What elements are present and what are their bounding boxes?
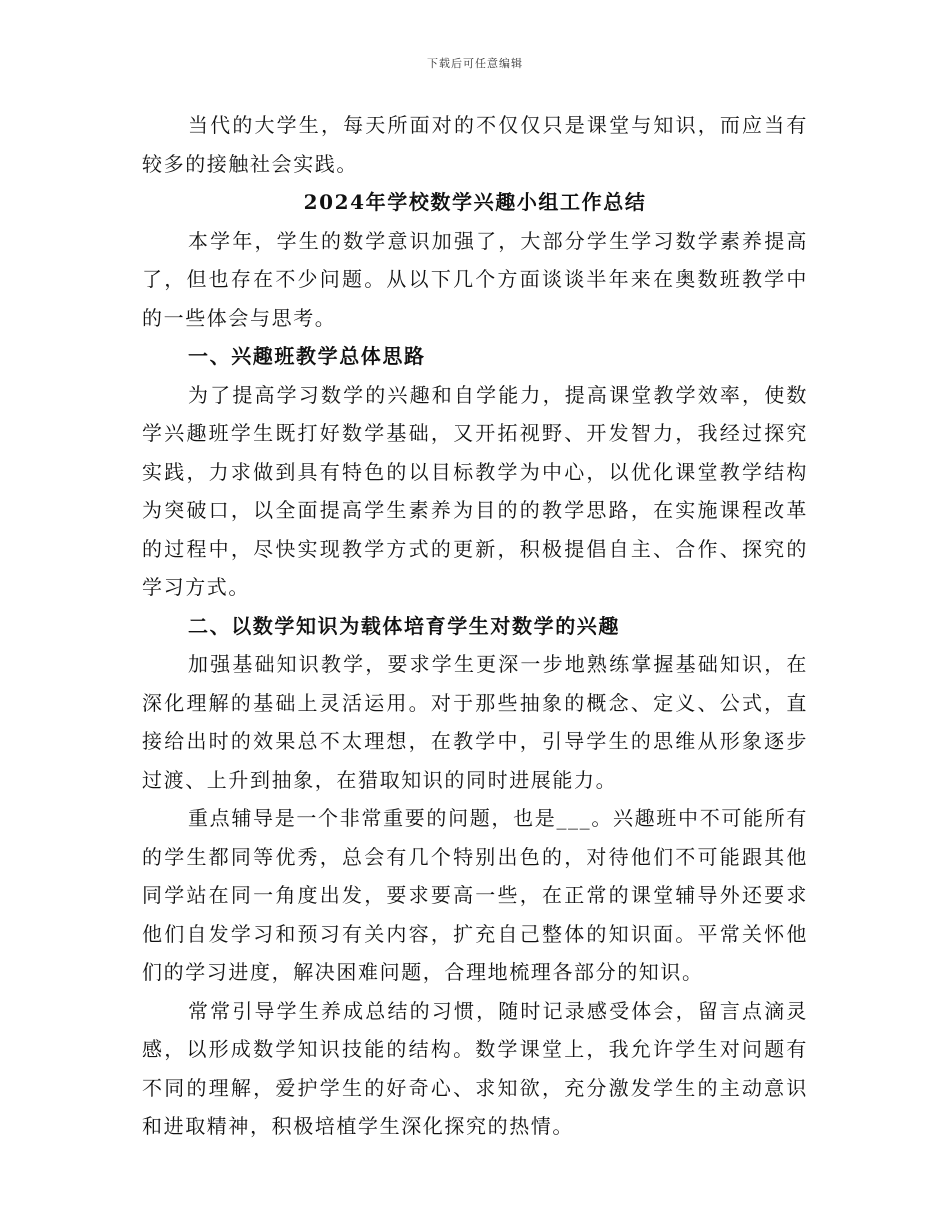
section-2-paragraph-3: 常常引导学生养成总结的习惯，随时记录感受体会，留言点滴灵感，以形成数学知识技能的结构。数学课堂上，我允许学生对问题有不同的理解，爱护学生的好奇心、求知欲，充分激发学生的主动意识和进取精神，积极培植学生深化探究的热情。	[142, 998, 808, 1138]
page-header: 下载后可任意编辑	[427, 57, 523, 70]
section-1-paragraph: 为了提高学习数学的兴趣和自学能力，提高课堂教学效率，使数学兴趣班学生既打好数学基础，又开拓视野、开发智力，我经过探究实践，力求做到具有特色的以目标教学为中心，以优化课堂教学结构为突破口，以全面提高学生素养为目的的教学思路，在实施课程改革的过程中，尽快实现教学方式的更新，积极提倡自主、合作、探究的学习方式。	[142, 382, 808, 599]
section-2-paragraph-1: 加强基础知识教学，要求学生更深一步地熟练掌握基础知识，在深化理解的基础上灵活运用。对于那些抽象的概念、定义、公式，直接给出时的效果总不太理想，在教学中，引导学生的思维从形象逐步过渡、上升到抽象，在猎取知识的同时进展能力。	[142, 652, 808, 792]
intro-paragraph: 当代的大学生，每天所面对的不仅仅只是课堂与知识，而应当有较多的接触社会实践。	[142, 113, 808, 176]
document-body	[142, 106, 808, 1146]
section-2-paragraph-2: 重点辅导是一个非常重要的问题，也是___。兴趣班中不可能所有的学生都同等优秀，总会有几个特别出色的，对待他们不可能跟其他同学站在同一角度出发，要求要高一些，在正常的课堂辅导外还要求他们自发学习和预习有关内容，扩充自己整体的知识面。平常关怀他们的学习进度，解决困难问题，合理地梳理各部分的知识。	[142, 806, 808, 984]
section-2-heading: 二、以数学知识为载体培育学生对数学的兴趣	[188, 613, 620, 638]
section-1-heading: 一、兴趣班教学总体思路	[188, 344, 426, 368]
document-title: 2024年学校数学兴趣小组工作总结	[303, 190, 647, 214]
opening-paragraph: 本学年，学生的数学意识加强了，大部分学生学习数学素养提高了，但也存在不少问题。从以下几个方面谈谈半年来在奥数班教学中的一些体会与思考。	[142, 228, 808, 330]
